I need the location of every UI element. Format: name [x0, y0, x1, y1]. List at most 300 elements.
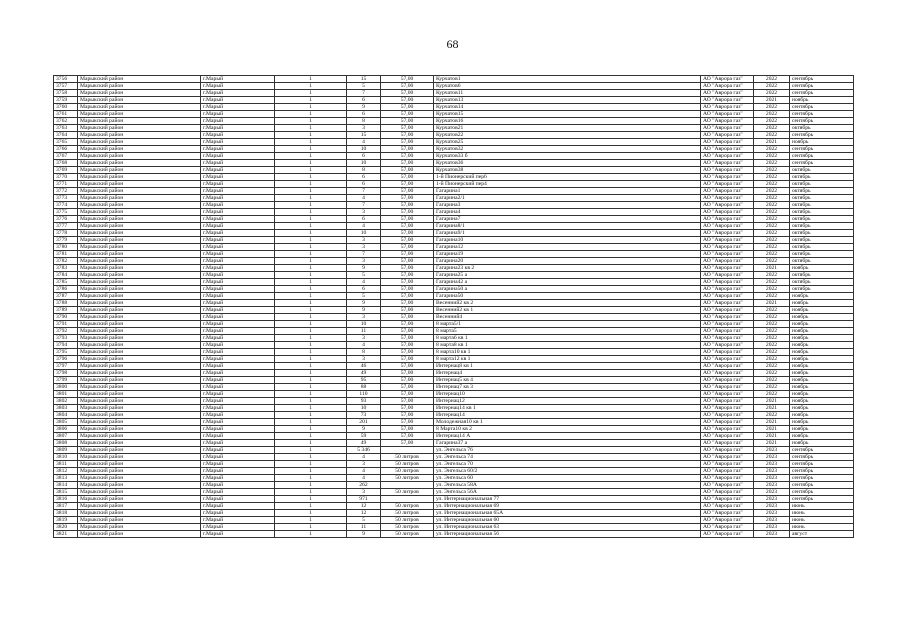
category-cell: 1: [275, 405, 347, 412]
address-cell: 8 марта10 кв 1: [434, 349, 701, 356]
month-cell: октябрь: [790, 251, 854, 258]
quantity-cell: 6: [347, 286, 381, 293]
row-number-cell: 3772: [54, 188, 78, 195]
table-row: [54, 461, 854, 468]
organization-cell: АО "Аврора газ": [701, 461, 754, 468]
year-cell: 2023: [754, 496, 790, 503]
quantity-cell: 73: [347, 412, 381, 419]
quantity-cell: 9: [347, 265, 381, 272]
row-number-cell: 3805: [54, 419, 78, 426]
quantity-cell: 4: [347, 454, 381, 461]
month-cell: сентябрь: [790, 111, 854, 118]
year-cell: 2022: [754, 251, 790, 258]
city-cell: г.Марый: [201, 398, 275, 405]
city-cell: г.Марый: [201, 202, 275, 209]
category-cell: 1: [275, 363, 347, 370]
table-row: [54, 230, 854, 237]
category-cell: 1: [275, 321, 347, 328]
price-cell: 50 литров: [381, 531, 434, 538]
address-cell: Гагарина37 а: [434, 440, 701, 447]
table-row: [54, 398, 854, 405]
city-cell: г.Марый: [201, 188, 275, 195]
category-cell: 1: [275, 132, 347, 139]
year-cell: 2022: [754, 188, 790, 195]
category-cell: 1: [275, 97, 347, 104]
address-cell: 8 марта5: [434, 328, 701, 335]
quantity-cell: 5: [347, 293, 381, 300]
table-row: [54, 517, 854, 524]
address-cell: Интернац12: [434, 398, 701, 405]
city-cell: г.Марый: [201, 461, 275, 468]
table-row: [54, 447, 854, 454]
row-number-cell: 3785: [54, 279, 78, 286]
year-cell: 2022: [754, 90, 790, 97]
table-row: [54, 510, 854, 517]
quantity-cell: 9: [347, 104, 381, 111]
year-cell: 2022: [754, 160, 790, 167]
quantity-cell: 8: [347, 167, 381, 174]
quantity-cell: 110: [347, 391, 381, 398]
row-number-cell: 3795: [54, 349, 78, 356]
quantity-cell: 4: [347, 342, 381, 349]
category-cell: 1: [275, 258, 347, 265]
price-cell: 57,00: [381, 251, 434, 258]
table-row: [54, 90, 854, 97]
category-cell: 1: [275, 160, 347, 167]
year-cell: 2022: [754, 104, 790, 111]
price-cell: 57,00: [381, 286, 434, 293]
price-cell: 57,00: [381, 230, 434, 237]
month-cell: ноябрь: [790, 349, 854, 356]
district-cell: Марыкский район: [78, 111, 201, 118]
category-cell: 1: [275, 349, 347, 356]
price-cell: 50 литров: [381, 524, 434, 531]
price-cell: 57,00: [381, 307, 434, 314]
price-cell: 57,00: [381, 188, 434, 195]
organization-cell: АО "Аврора газ": [701, 202, 754, 209]
organization-cell: АО "Аврора газ": [701, 384, 754, 391]
category-cell: 1: [275, 482, 347, 489]
price-cell: 50 литров: [381, 454, 434, 461]
city-cell: г.Марый: [201, 160, 275, 167]
row-number-cell: 3769: [54, 167, 78, 174]
row-number-cell: 3760: [54, 104, 78, 111]
district-cell: Марыкский район: [78, 258, 201, 265]
category-cell: 1: [275, 279, 347, 286]
row-number-cell: 3774: [54, 202, 78, 209]
table-row: [54, 97, 854, 104]
district-cell: Марыкский район: [78, 391, 201, 398]
quantity-cell: 11: [347, 524, 381, 531]
row-number-cell: 3789: [54, 307, 78, 314]
quantity-cell: 5 346: [347, 447, 381, 454]
quantity-cell: 3: [347, 489, 381, 496]
address-cell: Курчатов25: [434, 139, 701, 146]
category-cell: 1: [275, 272, 347, 279]
category-cell: 1: [275, 440, 347, 447]
table-row: [54, 209, 854, 216]
city-cell: г.Марый: [201, 307, 275, 314]
price-cell: 57,00: [381, 111, 434, 118]
price-cell: 57,00: [381, 223, 434, 230]
table-row: [54, 251, 854, 258]
city-cell: г.Марый: [201, 300, 275, 307]
category-cell: 1: [275, 342, 347, 349]
district-cell: Марыкский район: [78, 321, 201, 328]
quantity-cell: 6: [347, 216, 381, 223]
year-cell: 2022: [754, 286, 790, 293]
row-number-cell: 3804: [54, 412, 78, 419]
year-cell: 2022: [754, 146, 790, 153]
table-row: [54, 335, 854, 342]
city-cell: г.Марый: [201, 524, 275, 531]
city-cell: г.Марый: [201, 230, 275, 237]
organization-cell: АО "Аврора газ": [701, 517, 754, 524]
year-cell: 2022: [754, 321, 790, 328]
month-cell: ноябрь: [790, 370, 854, 377]
district-cell: Марыкский район: [78, 335, 201, 342]
price-cell: 57,00: [381, 391, 434, 398]
table-row: [54, 440, 854, 447]
price-cell: 57,00: [381, 83, 434, 90]
address-cell: Гагарина50 а: [434, 286, 701, 293]
category-cell: 1: [275, 244, 347, 251]
year-cell: 2021: [754, 300, 790, 307]
district-cell: Марыкский район: [78, 314, 201, 321]
month-cell: сентябрь: [790, 482, 854, 489]
category-cell: 1: [275, 104, 347, 111]
year-cell: 2021: [754, 97, 790, 104]
row-number-cell: 3777: [54, 223, 78, 230]
organization-cell: АО "Аврора газ": [701, 83, 754, 90]
organization-cell: АО "Аврора газ": [701, 307, 754, 314]
month-cell: октябрь: [790, 216, 854, 223]
table-row: [54, 475, 854, 482]
quantity-cell: 3: [347, 237, 381, 244]
category-cell: 1: [275, 76, 347, 83]
organization-cell: АО "Аврора газ": [701, 90, 754, 97]
month-cell: октябрь: [790, 195, 854, 202]
table-row: [54, 139, 854, 146]
quantity-cell: 4: [347, 468, 381, 475]
category-cell: 1: [275, 391, 347, 398]
quantity-cell: 8: [347, 349, 381, 356]
year-cell: 2023: [754, 468, 790, 475]
district-cell: Марыкский район: [78, 286, 201, 293]
category-cell: 1: [275, 174, 347, 181]
address-cell: Курчатов38: [434, 167, 701, 174]
category-cell: 1: [275, 461, 347, 468]
month-cell: ноябрь: [790, 384, 854, 391]
category-cell: 1: [275, 328, 347, 335]
price-cell: 57,00: [381, 349, 434, 356]
year-cell: 2023: [754, 503, 790, 510]
month-cell: сентябрь: [790, 90, 854, 97]
category-cell: 1: [275, 188, 347, 195]
year-cell: 2023: [754, 447, 790, 454]
district-cell: Марыкский район: [78, 475, 201, 482]
district-cell: Марыкский район: [78, 195, 201, 202]
year-cell: 2023: [754, 482, 790, 489]
category-cell: 1: [275, 293, 347, 300]
price-cell: 57,00: [381, 202, 434, 209]
row-number-cell: 3816: [54, 496, 78, 503]
table-row: [54, 195, 854, 202]
year-cell: 2021: [754, 398, 790, 405]
category-cell: 1: [275, 146, 347, 153]
district-cell: Марыкский район: [78, 125, 201, 132]
address-cell: Курчатов13: [434, 97, 701, 104]
price-cell: 57,00: [381, 293, 434, 300]
month-cell: ноябрь: [790, 97, 854, 104]
table-row: [54, 181, 854, 188]
price-cell: 57,00: [381, 244, 434, 251]
address-cell: Гагарина20: [434, 258, 701, 265]
table-row: [54, 237, 854, 244]
month-cell: октябрь: [790, 174, 854, 181]
category-cell: 1: [275, 510, 347, 517]
year-cell: 2022: [754, 83, 790, 90]
city-cell: г.Марый: [201, 391, 275, 398]
table-row: [54, 433, 854, 440]
month-cell: сентябрь: [790, 146, 854, 153]
table-row: [54, 328, 854, 335]
quantity-cell: 6: [347, 153, 381, 160]
table-row: [54, 132, 854, 139]
price-cell: 57,00: [381, 258, 434, 265]
district-cell: Марыкский район: [78, 279, 201, 286]
month-cell: ноябрь: [790, 433, 854, 440]
month-cell: октябрь: [790, 237, 854, 244]
organization-cell: АО "Аврора газ": [701, 300, 754, 307]
price-cell: 50 литров: [381, 468, 434, 475]
quantity-cell: 7: [347, 90, 381, 97]
row-number-cell: 3808: [54, 440, 78, 447]
table-row: [54, 349, 854, 356]
price-cell: 57,00: [381, 76, 434, 83]
month-cell: октябрь: [790, 286, 854, 293]
quantity-cell: 6: [347, 174, 381, 181]
organization-cell: АО "Аврора газ": [701, 328, 754, 335]
month-cell: октябрь: [790, 209, 854, 216]
quantity-cell: 15: [347, 76, 381, 83]
district-cell: Марыкский район: [78, 531, 201, 538]
address-cell: Гагарина10: [434, 237, 701, 244]
quantity-cell: 9: [347, 531, 381, 538]
price-cell: 57,00: [381, 300, 434, 307]
district-cell: Марыкский район: [78, 370, 201, 377]
month-cell: ноябрь: [790, 314, 854, 321]
price-cell: 57,00: [381, 433, 434, 440]
quantity-cell: 4: [347, 195, 381, 202]
price-cell: 57,00: [381, 139, 434, 146]
city-cell: г.Марый: [201, 496, 275, 503]
district-cell: Марыкский район: [78, 510, 201, 517]
table-row: [54, 321, 854, 328]
district-cell: Марыкский район: [78, 377, 201, 384]
table-row: [54, 300, 854, 307]
price-cell: 50 литров: [381, 517, 434, 524]
category-cell: 1: [275, 195, 347, 202]
row-number-cell: 3773: [54, 195, 78, 202]
month-cell: октябрь: [790, 202, 854, 209]
row-number-cell: 3786: [54, 286, 78, 293]
year-cell: 2022: [754, 279, 790, 286]
category-cell: 1: [275, 181, 347, 188]
category-cell: 1: [275, 377, 347, 384]
year-cell: 2022: [754, 272, 790, 279]
row-number-cell: 3766: [54, 146, 78, 153]
address-cell: Курчатов14: [434, 104, 701, 111]
month-cell: ноябрь: [790, 321, 854, 328]
category-cell: 1: [275, 265, 347, 272]
table-row: [54, 146, 854, 153]
district-cell: Марыкский район: [78, 139, 201, 146]
address-cell: Гагарина25 а: [434, 272, 701, 279]
city-cell: г.Марый: [201, 503, 275, 510]
price-cell: 57,00: [381, 405, 434, 412]
price-cell: 57,00: [381, 237, 434, 244]
month-cell: ноябрь: [790, 300, 854, 307]
quantity-cell: 4: [347, 279, 381, 286]
price-cell: 57,00: [381, 272, 434, 279]
table-row: [54, 125, 854, 132]
city-cell: г.Марый: [201, 251, 275, 258]
month-cell: октябрь: [790, 272, 854, 279]
price-cell: 57,00: [381, 146, 434, 153]
category-cell: 1: [275, 384, 347, 391]
year-cell: 2022: [754, 384, 790, 391]
organization-cell: АО "Аврора газ": [701, 279, 754, 286]
table-row: [54, 419, 854, 426]
organization-cell: АО "Аврора газ": [701, 146, 754, 153]
district-cell: Марыкский район: [78, 468, 201, 475]
address-cell: ул. Энгельса 60: [434, 475, 701, 482]
category-cell: 1: [275, 524, 347, 531]
row-number-cell: 3779: [54, 237, 78, 244]
price-cell: 50 литров: [381, 489, 434, 496]
district-cell: Марыкский район: [78, 167, 201, 174]
address-cell: Интернац14: [434, 412, 701, 419]
district-cell: Марыкский район: [78, 412, 201, 419]
district-cell: Марыкский район: [78, 300, 201, 307]
address-cell: Курчатов1: [434, 76, 701, 83]
address-cell: ул. Интернациональная 65А: [434, 510, 701, 517]
address-cell: ул. Интернациональная 60: [434, 517, 701, 524]
organization-cell: АО "Аврора газ": [701, 482, 754, 489]
row-number-cell: 3784: [54, 272, 78, 279]
table-row: [54, 118, 854, 125]
city-cell: г.Марый: [201, 433, 275, 440]
quantity-cell: 4: [347, 223, 381, 230]
city-cell: г.Марый: [201, 104, 275, 111]
category-cell: 1: [275, 90, 347, 97]
row-number-cell: 3794: [54, 342, 78, 349]
category-cell: 1: [275, 412, 347, 419]
organization-cell: АО "Аврора газ": [701, 363, 754, 370]
year-cell: 2021: [754, 405, 790, 412]
price-cell: 57,00: [381, 440, 434, 447]
organization-cell: АО "Аврора газ": [701, 447, 754, 454]
row-number-cell: 3799: [54, 377, 78, 384]
table-row: [54, 272, 854, 279]
year-cell: 2022: [754, 167, 790, 174]
organization-cell: АО "Аврора газ": [701, 405, 754, 412]
city-cell: г.Марый: [201, 293, 275, 300]
organization-cell: АО "Аврора газ": [701, 356, 754, 363]
month-cell: ноябрь: [790, 307, 854, 314]
row-number-cell: 3810: [54, 454, 78, 461]
row-number-cell: 3818: [54, 510, 78, 517]
organization-cell: АО "Аврора газ": [701, 188, 754, 195]
city-cell: г.Марый: [201, 468, 275, 475]
price-cell: 57,00: [381, 398, 434, 405]
quantity-cell: 12: [347, 510, 381, 517]
city-cell: г.Марый: [201, 153, 275, 160]
city-cell: г.Марый: [201, 167, 275, 174]
price-cell: 50 литров: [381, 510, 434, 517]
year-cell: 2021: [754, 433, 790, 440]
price-cell: 57,00: [381, 279, 434, 286]
quantity-cell: 3: [347, 258, 381, 265]
month-cell: ноябрь: [790, 335, 854, 342]
row-number-cell: 3793: [54, 335, 78, 342]
district-cell: Марыкский район: [78, 419, 201, 426]
city-cell: г.Марый: [201, 426, 275, 433]
row-number-cell: 3788: [54, 300, 78, 307]
category-cell: 1: [275, 230, 347, 237]
organization-cell: АО "Аврора газ": [701, 153, 754, 160]
table-row: [54, 202, 854, 209]
quantity-cell: 10: [347, 230, 381, 237]
price-cell: 57,00: [381, 153, 434, 160]
row-number-cell: 3809: [54, 447, 78, 454]
category-cell: 1: [275, 503, 347, 510]
organization-cell: АО "Аврора газ": [701, 377, 754, 384]
address-cell: 8 Марта10 кв 2: [434, 426, 701, 433]
quantity-cell: 5: [347, 272, 381, 279]
organization-cell: АО "Аврора газ": [701, 118, 754, 125]
table-row: [54, 370, 854, 377]
quantity-cell: 9: [347, 426, 381, 433]
address-cell: ул. Энгельса 58А: [434, 482, 701, 489]
price-cell: 57,00: [381, 377, 434, 384]
district-cell: Марыкский район: [78, 342, 201, 349]
year-cell: 2023: [754, 524, 790, 531]
address-cell: 8 марта6 кв 1: [434, 335, 701, 342]
category-cell: 1: [275, 398, 347, 405]
quantity-cell: 10: [347, 321, 381, 328]
table-row: [54, 391, 854, 398]
organization-cell: АО "Аврора газ": [701, 440, 754, 447]
row-number-cell: 3756: [54, 76, 78, 83]
year-cell: 2022: [754, 230, 790, 237]
quantity-cell: 262: [347, 482, 381, 489]
category-cell: 1: [275, 202, 347, 209]
month-cell: октябрь: [790, 244, 854, 251]
address-cell: Курчатов16: [434, 118, 701, 125]
city-cell: г.Марый: [201, 244, 275, 251]
organization-cell: АО "Аврора газ": [701, 181, 754, 188]
address-cell: Курчатов21: [434, 125, 701, 132]
row-number-cell: 3801: [54, 391, 78, 398]
address-cell: Весенний2 кв 2: [434, 300, 701, 307]
district-cell: Марыкский район: [78, 461, 201, 468]
price-cell: 57,00: [381, 174, 434, 181]
organization-cell: АО "Аврора газ": [701, 335, 754, 342]
city-cell: г.Марый: [201, 489, 275, 496]
organization-cell: АО "Аврора газ": [701, 454, 754, 461]
